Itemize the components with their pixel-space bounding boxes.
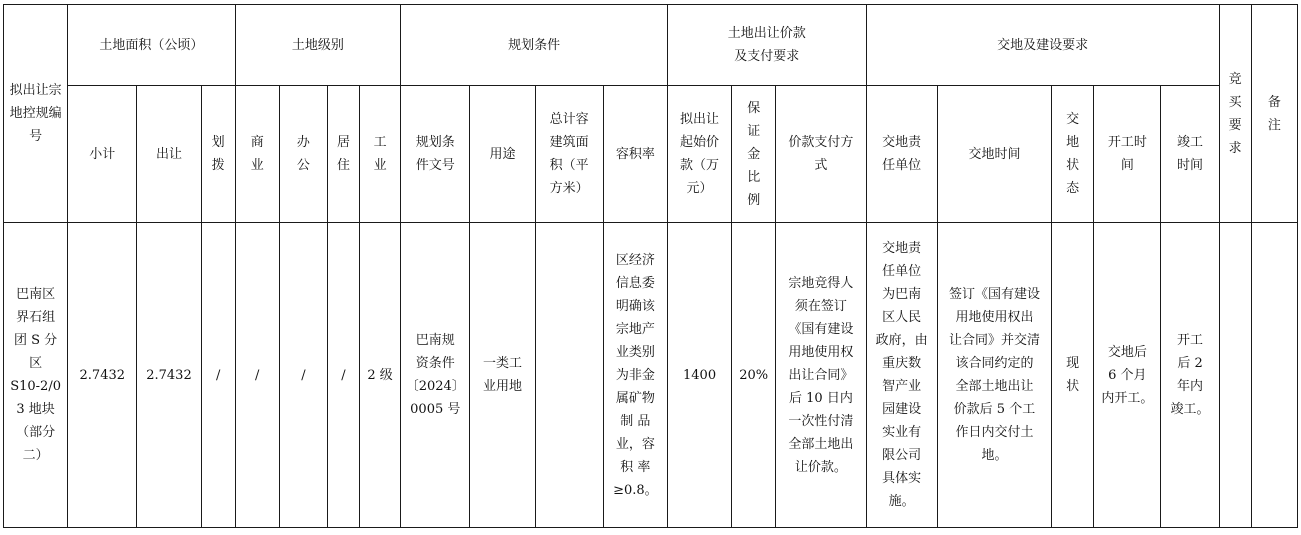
header-plot-ratio: 容积率 bbox=[603, 86, 667, 223]
cell-completion-time: 开工 后 2 年内 竣工。 bbox=[1161, 223, 1219, 528]
cell-plot-ratio: 区经济 信息委 明确该 宗地产 业类别 为非金 属矿物 制 品 业，容 积 率 ≥0.8。 bbox=[603, 223, 667, 528]
land-transfer-table bbox=[3, 4, 1298, 528]
header-row-group bbox=[4, 5, 1298, 86]
table-row bbox=[4, 223, 1298, 528]
header-commercial: 商 业 bbox=[235, 86, 279, 223]
header-residential: 居 住 bbox=[327, 86, 359, 223]
header-delivery-time: 交地时间 bbox=[937, 86, 1051, 223]
header-total-floor-area: 总计容 建筑面 积（平 方米） bbox=[535, 86, 603, 223]
cell-start-time: 交地后 6 个月 内开工。 bbox=[1094, 223, 1161, 528]
cell-residential: / bbox=[327, 223, 359, 528]
header-land-grade: 土地级别 bbox=[235, 5, 400, 86]
cell-commercial: / bbox=[235, 223, 279, 528]
header-allocation: 划 拨 bbox=[201, 86, 235, 223]
cell-bidding bbox=[1219, 223, 1251, 528]
cell-delivery-status: 现 状 bbox=[1052, 223, 1094, 528]
header-bidding: 竞 买 要 求 bbox=[1219, 5, 1251, 223]
header-office: 办 公 bbox=[279, 86, 327, 223]
cell-industrial: 2 级 bbox=[360, 223, 401, 528]
cell-office: / bbox=[279, 223, 327, 528]
header-completion-time: 竣工 时间 bbox=[1161, 86, 1219, 223]
header-payment-method: 价款支付方 式 bbox=[776, 86, 866, 223]
cell-subtotal: 2.7432 bbox=[68, 223, 137, 528]
cell-delivery-time: 签订《国有建设 用地使用权出 让合同》并交清 该合同约定的 全部土地出让 价款后 5 个工 作日内交付土 地。 bbox=[937, 223, 1051, 528]
header-parcel-id: 拟出让宗地控规编号 bbox=[4, 5, 68, 223]
header-delivery-unit: 交地责 任单位 bbox=[866, 86, 937, 223]
cell-planning-doc: 巴南规 资条件 〔2024〕 0005 号 bbox=[401, 223, 470, 528]
header-land-area: 土地面积（公顷） bbox=[68, 5, 236, 86]
header-planning: 规划条件 bbox=[401, 5, 668, 86]
header-delivery-status: 交 地 状 态 bbox=[1052, 86, 1094, 223]
cell-parcel-id: 巴南区 界石组 团 S 分 区 S10-2/0 3 地块 （部分 二） bbox=[4, 223, 68, 528]
header-start-price: 拟出让 起始价 款（万 元） bbox=[667, 86, 731, 223]
header-transfer: 出让 bbox=[137, 86, 201, 223]
header-start-time: 开工时 间 bbox=[1094, 86, 1161, 223]
cell-deposit-ratio: 20% bbox=[732, 223, 776, 528]
cell-transfer: 2.7432 bbox=[137, 223, 201, 528]
header-remarks: 备 注 bbox=[1251, 5, 1297, 223]
cell-start-price: 1400 bbox=[667, 223, 731, 528]
header-industrial: 工 业 bbox=[360, 86, 401, 223]
cell-payment-method: 宗地竞得人 须在签订 《国有建设 用地使用权 出让合同》 后 10 日内 一次性付清 全部土地出 让价款。 bbox=[776, 223, 866, 528]
cell-total-floor-area bbox=[535, 223, 603, 528]
header-deposit-ratio: 保 证 金 比 例 bbox=[732, 86, 776, 223]
header-delivery: 交地及建设要求 bbox=[866, 5, 1219, 86]
header-planning-doc: 规划条 件文号 bbox=[401, 86, 470, 223]
header-subtotal: 小计 bbox=[68, 86, 137, 223]
cell-remarks bbox=[1251, 223, 1297, 528]
header-price: 土地出让价款 及支付要求 bbox=[667, 5, 866, 86]
header-row-sub bbox=[4, 86, 1298, 223]
header-usage: 用途 bbox=[470, 86, 535, 223]
cell-delivery-unit: 交地责 任单位 为巴南 区人民 政府，由 重庆数 智产业 园建设 实业有 限公司 具体实 施。 bbox=[866, 223, 937, 528]
cell-allocation: / bbox=[201, 223, 235, 528]
cell-usage: 一类工 业用地 bbox=[470, 223, 535, 528]
